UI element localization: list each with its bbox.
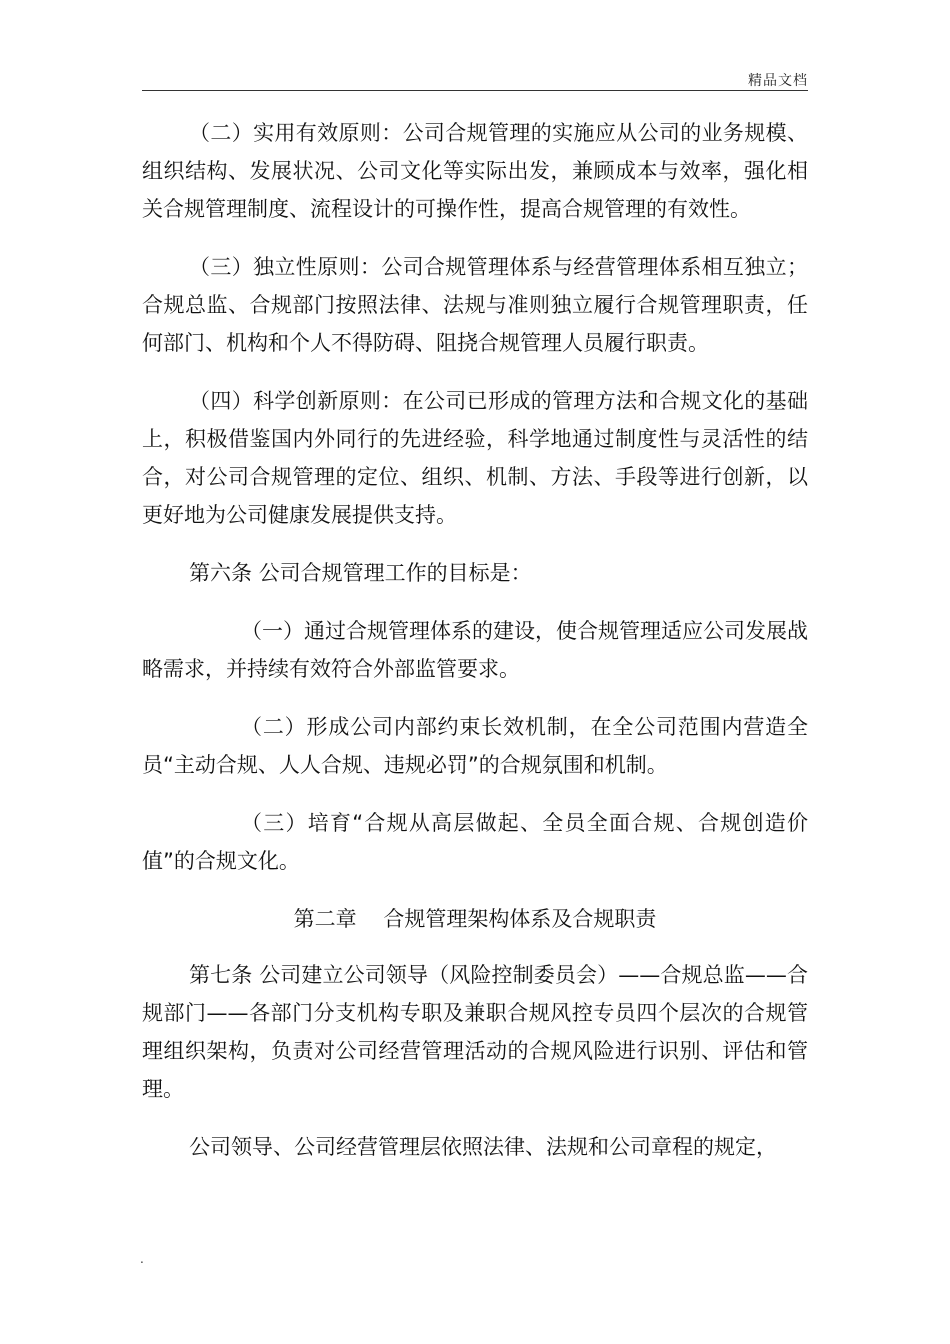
paragraph-goal-1: （一）通过合规管理体系的建设，使合规管理适应公司发展战略需求，并持续有效符合外部监管要求。 [142,619,808,681]
paragraph-principle-2: （二）实用有效原则：公司合规管理的实施应从公司的业务规模、组织结构、发展状况、公司文化等实际出发，兼顾成本与效率，强化相关合规管理制度、流程设计的可操作性，提高合规管理的有效性。 [142,121,808,221]
paragraph-leadership: 公司领导、公司经营管理层依照法律、法规和公司章程的规定， [189,1135,777,1159]
paragraph-article-7: 第七条 公司建立公司领导（风险控制委员会）——合规总监——合规部门——各部门分支机构专职及兼职合规风控专员四个层次的合规管理组织架构，负责对公司经营管理活动的合规风险进行识别、评估和管理。 [142,963,808,1101]
paragraph-goal-2: （二）形成公司内部约束长效机制，在全公司范围内营造全员“主动合规、人人合规、违规必罚”的合规氛围和机制。 [142,715,808,777]
paragraph-goal-3: （三）培育“合规从高层做起、全员全面合规、合规创造价值”的合规文化。 [142,811,808,873]
footer-mark: . [140,1252,144,1266]
chapter-heading: 第二章 合规管理架构体系及合规职责 [293,907,657,931]
paragraph-principle-3: （三）独立性原则：公司合规管理体系与经营管理体系相互独立；合规总监、合规部门按照法律、法规与准则独立履行合规管理职责，任何部门、机构和个人不得防碍、阻挠合规管理人员履行职责。 [142,255,808,355]
header-label: 精品文档 [748,73,808,89]
header-rule [142,90,808,91]
document-body [142,114,808,1186]
paragraph-principle-4: （四）科学创新原则：在公司已形成的管理方法和合规文化的基础上，积极借鉴国内外同行的先进经验，科学地通过制度性与灵活性的结合，对公司合规管理的定位、组织、机制、方法、手段等进行创新，以更好地为公司健康发展提供支持。 [142,389,808,527]
paragraph-article-6: 第六条 公司合规管理工作的目标是： [189,561,532,585]
